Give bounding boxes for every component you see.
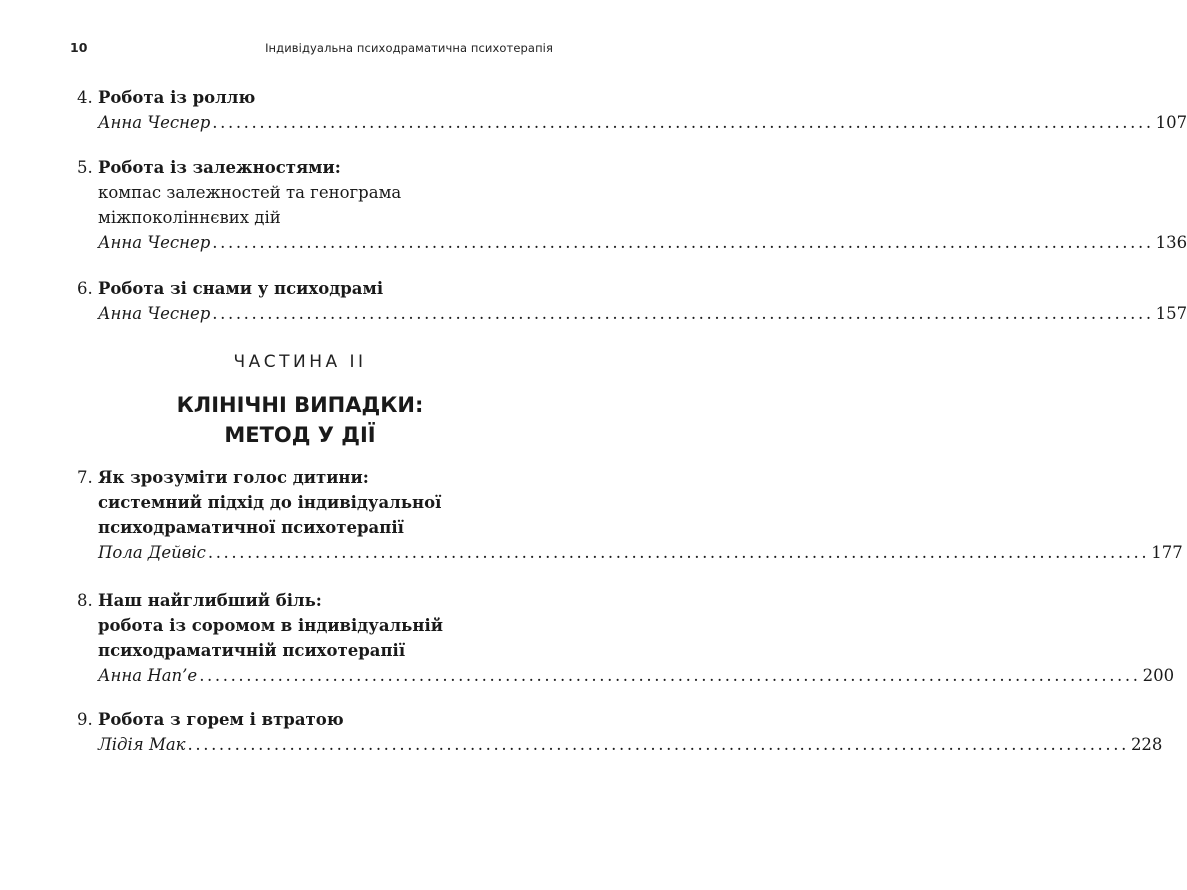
dot-leader: ........................................................................................................................	[212, 304, 1154, 323]
toc-entry-title-cont: психодраматичної психотерапії	[98, 518, 404, 537]
toc-entry-7	[77, 465, 1183, 565]
toc-entry-author: Анна Чеснер	[98, 233, 211, 252]
toc-entry-title-line	[77, 155, 552, 180]
toc-entry-5	[77, 155, 1187, 255]
toc-entry-number: 8.	[77, 591, 93, 610]
running-title: Індивідуальна психодраматична психотерапія	[265, 41, 553, 55]
toc-entry-title: Робота з горем і втратою	[98, 710, 344, 729]
toc-entry-title: Робота із роллю	[98, 88, 256, 107]
dot-leader: ........................................................................................................................	[199, 666, 1141, 685]
toc-entry-page: 107	[1155, 113, 1187, 132]
toc-entry-author-line	[77, 230, 1187, 255]
toc-entry-author: Анна Чеснер	[98, 113, 211, 132]
toc-entry-8	[77, 588, 1175, 688]
page-header	[70, 40, 553, 55]
toc-entry-title: Робота із залежностями:	[98, 158, 341, 177]
toc-entry-page: 157	[1155, 304, 1187, 323]
toc-entry-author: Лідія Мак	[98, 735, 186, 754]
toc-entry-number: 4.	[77, 88, 93, 107]
toc-entry-title: Наш найглибший біль:	[98, 591, 322, 610]
toc-entry-title: Як зрозуміти голос дитини:	[98, 468, 369, 487]
toc-entry-author-line	[77, 663, 1175, 688]
toc-entry-title-line	[77, 85, 552, 110]
toc-entry-title-line	[77, 707, 552, 732]
toc-entry-4	[77, 85, 1187, 135]
toc-entry-author-line	[77, 301, 1187, 326]
toc-entry-page: 177	[1151, 543, 1183, 562]
toc-entry-number: 6.	[77, 279, 93, 298]
toc-entry-title-line	[77, 588, 552, 613]
toc-entry-author: Анна Чеснер	[98, 304, 211, 323]
toc-entry-author-line	[77, 110, 1187, 135]
part-title-line: КЛІНІЧНІ ВИПАДКИ:	[176, 393, 424, 417]
dot-leader: ........................................................................................................................	[207, 543, 1150, 562]
toc-entry-subtitle: компас залежностей та генограма	[98, 183, 402, 202]
toc-entry-6	[77, 276, 1187, 326]
toc-entry-number: 9.	[77, 710, 93, 729]
toc-entry-title-line	[77, 276, 552, 301]
toc-entry-page: 200	[1142, 666, 1175, 685]
part-title	[0, 390, 600, 450]
toc-entry-number: 7.	[77, 468, 93, 487]
part-title-line: МЕТОД У ДІЇ	[224, 423, 376, 447]
toc-entry-title-line	[77, 465, 552, 490]
toc-entry-author: Пола Дейвіс	[98, 543, 206, 562]
toc-entry-title-cont: системний підхід до індивідуальної	[98, 493, 442, 512]
dot-leader: ........................................................................................................................	[212, 233, 1154, 252]
toc-entry-author-line	[77, 732, 1163, 757]
toc-entry-author: Анна Нап’е	[98, 666, 198, 685]
toc-entry-page: 136	[1155, 233, 1187, 252]
part-label: ЧАСТИНА II	[233, 352, 367, 372]
toc-entry-number: 5.	[77, 158, 93, 177]
toc-entry-title: Робота зі снами у психодрамі	[98, 279, 384, 298]
toc-entry-author-line	[77, 540, 1183, 565]
dot-leader: ........................................................................................................................	[187, 735, 1129, 754]
toc-entry-title-cont: робота із соромом в індивідуальній	[98, 616, 443, 635]
dot-leader: ........................................................................................................................	[212, 113, 1154, 132]
toc-entry-page: 228	[1130, 735, 1163, 754]
toc-entry-9	[77, 707, 1163, 757]
toc-entry-subtitle: міжпоколіннєвих дій	[98, 208, 281, 227]
toc-entry-title-cont: психодраматичній психотерапії	[98, 641, 406, 660]
page-number: 10	[70, 40, 88, 55]
